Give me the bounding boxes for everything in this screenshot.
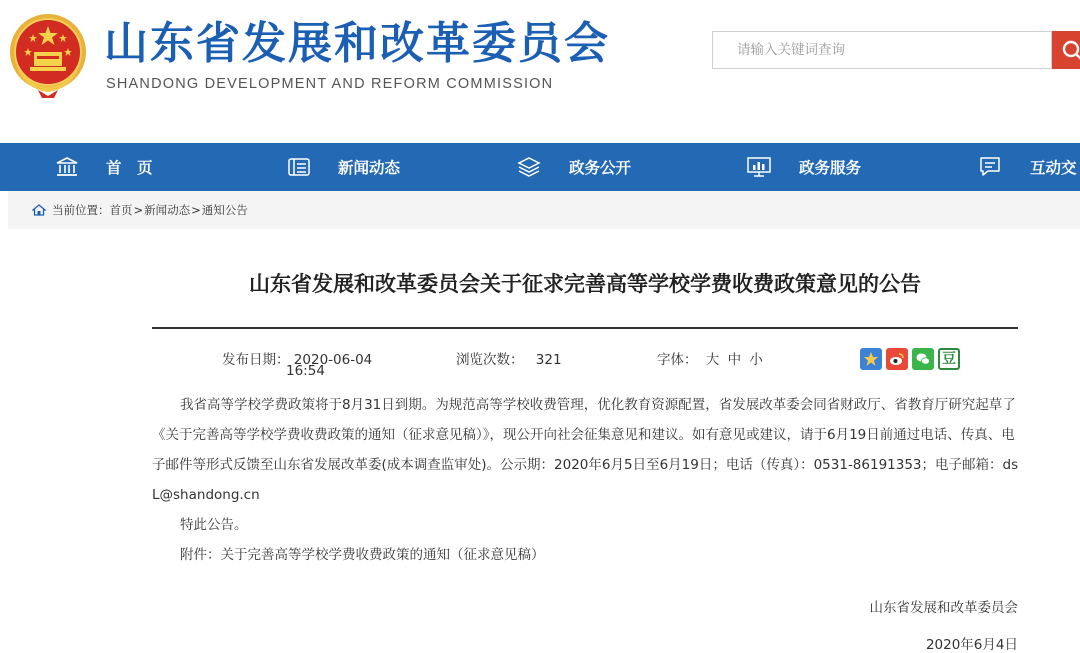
- nav-label-news: 新闻动态: [338, 159, 401, 177]
- nav-label-home: 首 页: [106, 159, 153, 177]
- article-paragraph: 特此公告。: [180, 517, 248, 533]
- monitor-chart-icon: [747, 156, 771, 178]
- site-header: [0, 0, 1080, 143]
- view-count-label: 浏览次数：: [456, 352, 524, 368]
- signature-org: 山东省发展和改革委员会: [869, 600, 1018, 616]
- favorite-star-icon[interactable]: [860, 348, 882, 370]
- search-icon: [1062, 40, 1080, 62]
- nav-item-gov-affairs[interactable]: [517, 143, 631, 191]
- main-nav: [0, 143, 1080, 191]
- article-paragraph: 我省高等学校学费政策将于8月31日到期。为规范高等学校收费管理，优化教育资源配置，省发展改革委会同省财政厅、省教育厅研究起草了《关于完善高等学校学费收费政策的通知（征求意见稿）》，现公开向社会征集意见和建议。如有意见或建议，请于6月19日前通过电话、传真、电子邮件等形式反馈至山东省发展改革委(成本调查监审处)。公示期：2020年6月5日至6月19日；电话（传真）：0531-86191353；电子邮箱：dsL@shandong.cn: [152, 397, 1019, 503]
- document-list-icon: [288, 157, 310, 177]
- douban-icon[interactable]: 豆: [938, 348, 960, 370]
- font-size-controls: [657, 348, 763, 368]
- publish-date-value: 2020-06-04: [293, 352, 373, 368]
- site-title: 山东省发展和改革委员会: [104, 18, 610, 69]
- weibo-icon[interactable]: [886, 348, 908, 370]
- signature-date: 2020年6月4日: [925, 637, 1018, 653]
- share-bar: [860, 348, 960, 370]
- title-divider: [152, 327, 1018, 329]
- breadcrumb-separator: >: [133, 203, 144, 217]
- home-building-icon: [56, 157, 78, 177]
- nav-item-home[interactable]: [56, 143, 153, 191]
- breadcrumb-item-home[interactable]: 首页: [109, 203, 133, 217]
- view-count-value: 321: [535, 352, 562, 368]
- font-size-small[interactable]: 小: [749, 352, 763, 368]
- font-size-large[interactable]: 大: [705, 352, 720, 368]
- nav-item-services[interactable]: [747, 143, 861, 191]
- nav-item-interaction[interactable]: [978, 143, 1077, 191]
- search-button[interactable]: [1052, 31, 1080, 69]
- publish-time: 16:54: [286, 363, 325, 379]
- article-body: [152, 390, 1020, 570]
- breadcrumb: [8, 191, 1080, 229]
- breadcrumb-item-notice[interactable]: 通知公告: [201, 203, 248, 217]
- search-input[interactable]: [712, 31, 1052, 69]
- breadcrumb-prefix: 当前位置：: [52, 203, 110, 217]
- article-title: 山东省发展和改革委员会关于征求完善高等学校学费收费政策意见的公告: [249, 272, 921, 296]
- nav-item-news[interactable]: [288, 143, 400, 191]
- nav-label-services: 政务服务: [799, 159, 862, 177]
- breadcrumb-item-news[interactable]: 新闻动态: [144, 203, 191, 217]
- font-size-medium[interactable]: 中: [727, 352, 742, 368]
- site-subtitle: SHANDONG DEVELOPMENT AND REFORM COMMISSION: [106, 76, 554, 92]
- location-home-icon: [32, 204, 46, 216]
- publish-date-label: 发布日期：: [222, 352, 290, 368]
- layers-icon: [517, 156, 541, 178]
- nav-label-gov-affairs: 政务公开: [569, 159, 632, 177]
- view-count: [456, 348, 562, 368]
- wechat-icon[interactable]: [912, 348, 934, 370]
- national-emblem-logo: [8, 12, 88, 98]
- breadcrumb-separator: >: [191, 203, 201, 217]
- nav-label-interaction: 互动交: [1030, 159, 1077, 177]
- chat-icon: [978, 156, 1002, 178]
- attachment-link[interactable]: 附件：关于完善高等学校学费收费政策的通知（征求意见稿）: [180, 547, 545, 563]
- font-size-label: 字体：: [657, 352, 698, 368]
